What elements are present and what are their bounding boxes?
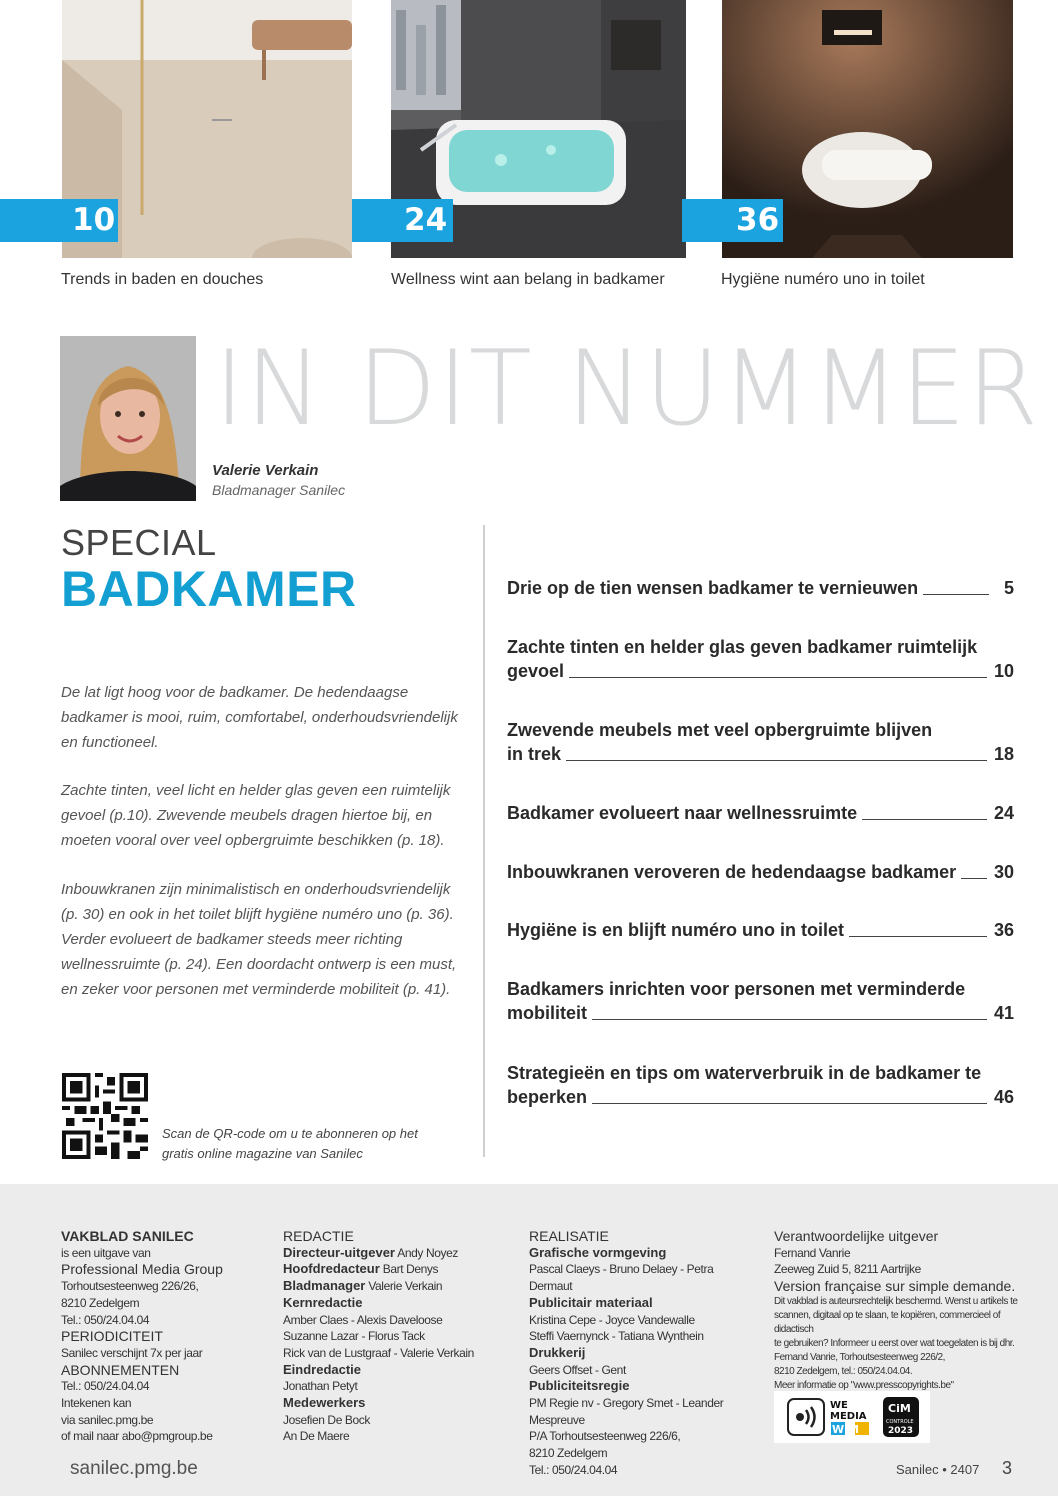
- issue-label: Sanilec • 2407: [896, 1462, 980, 1477]
- colophon-role: Drukkerij: [529, 1344, 586, 1360]
- colophon-link[interactable]: via sanilec.pmg.be: [61, 1412, 154, 1427]
- colophon-person: Valerie Verkain: [368, 1279, 443, 1294]
- colophon-role: Hoofdredacteur: [283, 1261, 380, 1277]
- toc-title: Badkamers inrichten voor personen met verminderde: [507, 979, 966, 999]
- toc-title-cont: beperken: [507, 1087, 588, 1107]
- intro-paragraph: Zachte tinten, veel licht en helder glas geven een ruimtelijk gevoel (p.10). Zwevende meubels dragen hiertoe bij, en moeten vooral over veel opbergruimte beschikken (p. 18).: [61, 782, 451, 849]
- svg-text:2023: 2023: [888, 1426, 914, 1436]
- colophon-heading: Verantwoordelijke uitgever: [774, 1228, 939, 1244]
- toc-page: 30: [993, 862, 1014, 882]
- toc-page: 10: [993, 661, 1014, 681]
- colophon-person: Suzanne Lazar - Florus Tack: [283, 1329, 425, 1344]
- colophon-line: Tel.: 050/24.04.04: [61, 1379, 150, 1394]
- colophon-production: [529, 1228, 759, 1479]
- colophon-line: P/A Torhoutsesteenweg 226/6,: [529, 1429, 681, 1444]
- toc-title: Strategieën en tips om waterverbruik in de badkamer te: [507, 1063, 982, 1083]
- toc-page: 5: [1003, 578, 1014, 598]
- colophon-person: Andy Noyez: [397, 1245, 458, 1260]
- colophon-line: is een uitgave van: [61, 1245, 151, 1260]
- colophon-role: Medewerkers: [283, 1395, 366, 1411]
- website-link[interactable]: sanilec.pmg.be: [70, 1458, 198, 1479]
- intro-paragraph: Inbouwkranen zijn minimalistisch en onderhoudsvriendelijk (p. 30) en ook in het toilet blijft hygiëne numéro uno (p. 36). Verder evolueert de badkamer steeds meer richting wellnessruimte (p. 24). Een doordacht ontwerp is een must, en zeker voor personen met verminderde mobiliteit (p. 41).: [61, 881, 457, 998]
- copyright-link[interactable]: Meer informatie op "www.presscopyrights.be": [774, 1379, 954, 1391]
- copyright-line: Fernand Vanrie, Torhoutsesteenweg 226/2,: [774, 1351, 945, 1363]
- colophon-role: Kernredactie: [283, 1294, 363, 1310]
- toc-entry[interactable]: [507, 918, 1014, 942]
- colophon-role: Grafische vormgeving: [529, 1244, 667, 1260]
- toc-title: Drie op de tien wensen badkamer te vernieuwen: [507, 578, 919, 598]
- toc-title: Zachte tinten en helder glas geven badkamer ruimtelijk: [507, 637, 978, 657]
- toc-entry[interactable]: [507, 860, 1014, 884]
- toc-title: Inbouwkranen veroveren de hedendaagse badkamer: [507, 862, 957, 882]
- svg-text:MEDIA: MEDIA: [830, 1411, 867, 1422]
- colophon-line: Version française sur simple demande.: [774, 1278, 1016, 1295]
- toc-title-cont: gevoel: [507, 661, 565, 681]
- editor-portrait: [60, 336, 196, 501]
- colophon-heading: REALISATIE: [529, 1228, 609, 1244]
- colophon-person: Pascal Claeys - Bruno Delaey - Petra Dermaut: [529, 1262, 714, 1294]
- toc-entry[interactable]: [507, 977, 1014, 1025]
- toc-title: Badkamer evolueert naar wellnessruimte: [507, 803, 858, 823]
- toc-title: Zwevende meubels met veel opbergruimte blijven: [507, 720, 933, 740]
- colophon-heading: REDACTIE: [283, 1228, 354, 1244]
- colophon-line: Professional Media Group: [61, 1261, 223, 1278]
- colophon-role: Bladmanager: [283, 1278, 366, 1294]
- colophon-role: Publicitair materiaal: [529, 1294, 653, 1310]
- colophon-person: Amber Claes - Alexis Daveloose: [283, 1312, 443, 1327]
- colophon-line: Zeeweg Zuid 5, 8211 Aartrijke: [774, 1262, 921, 1277]
- colophon-person: PM Regie nv - Gregory Smet - Leander Mespreuve: [529, 1396, 724, 1427]
- special-label: SPECIAL: [61, 522, 217, 563]
- copyright-line: 8210 Zedelgem, tel.: 050/24.04.04.: [774, 1365, 913, 1377]
- colophon-line: Torhoutsesteenweg 226/26,: [61, 1279, 199, 1294]
- colophon-line: 8210 Zedelgem: [529, 1446, 608, 1461]
- colophon-role: Publiciteitsregie: [529, 1378, 630, 1394]
- copyright-line: scannen, digitaal op te slaan, te kopiëren, commercieel of didactisch: [774, 1309, 1001, 1335]
- colophon-person: Josefien De Bock: [283, 1412, 370, 1427]
- colophon-person: Fernand Vanrie: [774, 1245, 851, 1260]
- feature-number-tag: 10: [0, 199, 118, 242]
- svg-text:W M: W M: [832, 1423, 859, 1436]
- colophon-role: Eindredactie: [283, 1361, 362, 1377]
- colophon-person: An De Maere: [283, 1429, 350, 1444]
- colophon-role: Directeur-uitgever: [283, 1244, 395, 1260]
- colophon-person: Jonathan Petyt: [283, 1379, 358, 1394]
- qr-caption: Scan de QR-code om u te abonneren op het gratis online magazine van Sanilec: [162, 1126, 418, 1161]
- colophon-heading: ABONNEMENTEN: [61, 1361, 180, 1378]
- special-subject: BADKAMER: [61, 561, 357, 617]
- colophon-person: Rick van de Lustgraaf - Valerie Verkain: [283, 1345, 474, 1360]
- colophon-person: Kristina Cepe - Joyce Vandewalle: [529, 1312, 695, 1327]
- feature-number-tag: 36: [682, 199, 783, 242]
- wemedia-logo: [829, 1397, 875, 1437]
- colophon: [0, 1184, 1058, 1496]
- svg-text:WE: WE: [830, 1400, 848, 1411]
- feature-caption: Wellness wint aan belang in badkamer: [391, 271, 665, 288]
- colophon-heading: PERIODICITEIT: [61, 1328, 163, 1345]
- toc-entry[interactable]: [507, 801, 1014, 825]
- colophon-person: Bart Denys: [382, 1262, 439, 1277]
- colophon-line: 8210 Zedelgem: [61, 1295, 140, 1310]
- editor-name: Valerie Verkain: [212, 462, 319, 479]
- colophon-person: Geers Offset - Gent: [529, 1362, 626, 1377]
- page-number: 3: [1002, 1458, 1013, 1478]
- toc-title: Hygiëne is en blijft numéro uno in toilet: [507, 920, 845, 940]
- feature-number-tag: 24: [352, 199, 453, 242]
- toc-entry[interactable]: [507, 718, 1014, 766]
- toc-entry[interactable]: [507, 1061, 1014, 1109]
- column-divider: [483, 525, 485, 1157]
- colophon-email[interactable]: of mail naar abo@pmgroup.be: [61, 1429, 213, 1444]
- copyright-line: Dit vakblad is auteursrechtelijk beschermd. Wenst u artikels te: [774, 1295, 1018, 1307]
- toc-title-cont: in trek: [507, 744, 562, 764]
- toc-entry[interactable]: [507, 576, 1014, 600]
- toc-page: 24: [993, 803, 1014, 823]
- editor-role: Bladmanager Sanilec: [212, 482, 346, 498]
- feature-caption: Hygiëne numéro uno in toilet: [721, 271, 925, 288]
- colophon-line: Tel.: 050/24.04.04: [529, 1462, 618, 1477]
- copyright-line: te gebruiken? Informeer u eerst over wat toegelaten is bij dhr.: [774, 1337, 1015, 1349]
- membership-logos: [774, 1391, 930, 1443]
- colophon-editorial: [283, 1228, 513, 1445]
- qr-code-icon[interactable]: [62, 1073, 148, 1159]
- colophon-publisher: [61, 1228, 271, 1445]
- svg-text:CONTROLE: CONTROLE: [886, 1419, 914, 1425]
- toc-title-cont: mobiliteit: [507, 1003, 587, 1023]
- feature-caption: Trends in baden en douches: [61, 271, 264, 288]
- toc-entry[interactable]: [507, 635, 1014, 683]
- sound-signal-icon: [786, 1397, 826, 1437]
- page-title: IN DIT NUMMER: [214, 329, 1040, 449]
- colophon-person: Steffi Vaernynck - Tatiana Wynthein: [529, 1329, 704, 1344]
- cim-logo: [883, 1397, 919, 1437]
- colophon-heading: VAKBLAD SANILEC: [61, 1228, 194, 1244]
- toc-page: 18: [993, 744, 1014, 764]
- toc-page: 46: [993, 1087, 1014, 1107]
- colophon-responsible-publisher: [774, 1228, 1024, 1393]
- toc-page: 36: [993, 920, 1014, 940]
- colophon-line: Tel.: 050/24.04.04: [61, 1312, 150, 1327]
- toc-page: 41: [993, 1003, 1014, 1023]
- svg-text:CiM: CiM: [888, 1402, 911, 1415]
- colophon-line: Intekenen kan: [61, 1396, 132, 1411]
- intro-paragraph: De lat ligt hoog voor de badkamer. De hedendaagse badkamer is mooi, ruim, comfortabel, onderhoudsvriendelijk en functioneel.: [61, 684, 458, 751]
- colophon-line: Sanilec verschijnt 7x per jaar: [61, 1345, 203, 1360]
